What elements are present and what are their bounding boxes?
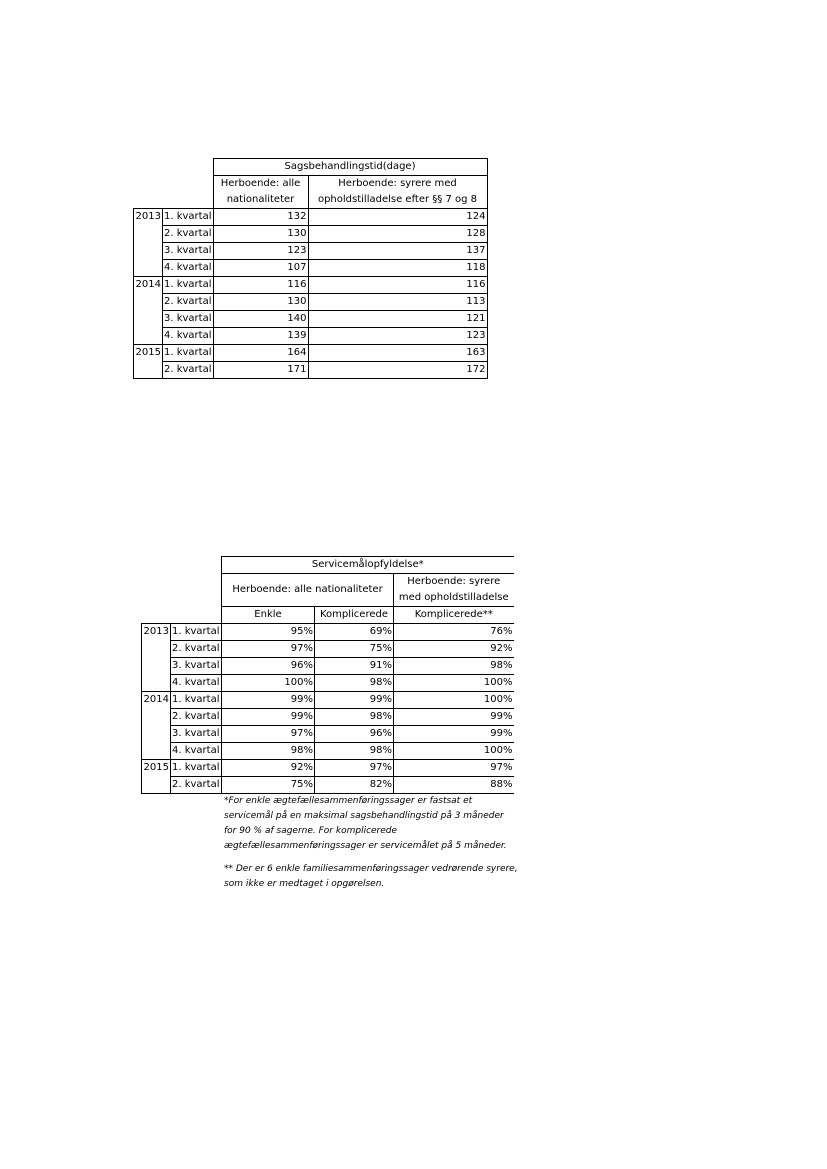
value-cell: 164 <box>213 345 308 362</box>
quarter-cell: 2. kvartal <box>171 777 222 794</box>
quarter-cell: 1. kvartal <box>163 277 214 294</box>
quarter-cell: 2. kvartal <box>163 226 214 243</box>
value-cell: 91% <box>315 658 394 675</box>
value-cell: 92% <box>222 760 315 777</box>
value-cell: 100% <box>222 675 315 692</box>
value-cell: 118 <box>308 260 487 277</box>
quarter-cell: 3. kvartal <box>163 311 214 328</box>
value-cell: 140 <box>213 311 308 328</box>
value-cell: 99% <box>394 709 514 726</box>
value-cell: 116 <box>213 277 308 294</box>
table1-title: Sagsbehandlingstid(dage) <box>213 159 487 176</box>
value-cell: 172 <box>308 362 487 379</box>
year-cell: 2013 <box>142 624 171 692</box>
table1-col2-header-l1: Herboende: syrere med <box>308 176 487 193</box>
value-cell: 75% <box>315 641 394 658</box>
quarter-cell: 1. kvartal <box>171 624 222 641</box>
quarter-cell: 1. kvartal <box>171 692 222 709</box>
table-row <box>142 624 514 641</box>
service-goal-table <box>141 556 514 794</box>
value-cell: 99% <box>222 709 315 726</box>
value-cell: 76% <box>394 624 514 641</box>
value-cell: 139 <box>213 328 308 345</box>
year-cell: 2015 <box>134 345 163 379</box>
value-cell: 92% <box>394 641 514 658</box>
quarter-cell: 3. kvartal <box>163 243 214 260</box>
value-cell: 171 <box>213 362 308 379</box>
value-cell: 75% <box>222 777 315 794</box>
value-cell: 98% <box>315 743 394 760</box>
footnote-1-line: for 90 % af sagerne. For komplicerede <box>224 826 398 836</box>
footnote-1-line: servicemål på en maksimal sagsbehandlingstid på 3 måneder <box>224 811 504 821</box>
value-cell: 97% <box>315 760 394 777</box>
case-processing-time-table <box>133 158 488 379</box>
value-cell: 100% <box>394 743 514 760</box>
table-row <box>142 692 514 709</box>
value-cell: 96% <box>222 658 315 675</box>
value-cell: 97% <box>222 726 315 743</box>
quarter-cell: 3. kvartal <box>171 658 222 675</box>
quarter-cell: 1. kvartal <box>171 760 222 777</box>
table2-title: Servicemålopfyldelse* <box>222 557 514 574</box>
value-cell: 98% <box>394 658 514 675</box>
table1-col1-header-l2: nationaliteter <box>213 192 308 209</box>
table-row <box>134 294 488 311</box>
quarter-cell: 3. kvartal <box>171 726 222 743</box>
quarter-cell: 2. kvartal <box>163 362 214 379</box>
table2-sub-komplicerede: Komplicerede <box>315 607 394 624</box>
value-cell: 100% <box>394 675 514 692</box>
value-cell: 97% <box>394 760 514 777</box>
value-cell: 98% <box>222 743 315 760</box>
footnote-1 <box>224 794 524 854</box>
table-row <box>142 675 514 692</box>
value-cell: 137 <box>308 243 487 260</box>
value-cell: 95% <box>222 624 315 641</box>
footnote-2-line: som ikke er medtaget i opgørelsen. <box>224 879 385 889</box>
quarter-cell: 2. kvartal <box>171 641 222 658</box>
quarter-cell: 4. kvartal <box>171 675 222 692</box>
value-cell: 99% <box>315 692 394 709</box>
value-cell: 99% <box>394 726 514 743</box>
year-cell: 2013 <box>134 209 163 277</box>
year-cell: 2015 <box>142 760 171 794</box>
table-row <box>134 209 488 226</box>
value-cell: 98% <box>315 709 394 726</box>
table-row <box>142 777 514 794</box>
table-row <box>134 277 488 294</box>
table2-sub-enkle: Enkle <box>222 607 315 624</box>
value-cell: 88% <box>394 777 514 794</box>
footnote-2 <box>224 862 524 892</box>
table-row <box>142 726 514 743</box>
table-row <box>134 345 488 362</box>
value-cell: 123 <box>308 328 487 345</box>
quarter-cell: 4. kvartal <box>163 328 214 345</box>
table2-sub-komplicerede2: Komplicerede** <box>394 607 514 624</box>
footnote-1-line: ægtefællesammenføringssager er servicemålet på 5 måneder. <box>224 841 507 851</box>
value-cell: 97% <box>222 641 315 658</box>
quarter-cell: 4. kvartal <box>171 743 222 760</box>
table-row <box>142 658 514 675</box>
footnotes <box>224 794 524 900</box>
table-row <box>134 226 488 243</box>
table1-col1-header-l1: Herboende: alle <box>213 176 308 193</box>
table-row <box>134 243 488 260</box>
value-cell: 123 <box>213 243 308 260</box>
table2-group2-header-l2: med opholdstilladelse <box>398 592 509 603</box>
year-cell: 2014 <box>134 277 163 345</box>
value-cell: 69% <box>315 624 394 641</box>
table2-group1-header: Herboende: alle nationaliteter <box>222 574 394 607</box>
value-cell: 130 <box>213 294 308 311</box>
value-cell: 82% <box>315 777 394 794</box>
value-cell: 124 <box>308 209 487 226</box>
footnote-2-line: ** Der er 6 enkle familiesammenføringssager vedrørende syrere, <box>224 864 518 874</box>
table-row <box>142 760 514 777</box>
value-cell: 163 <box>308 345 487 362</box>
year-cell: 2014 <box>142 692 171 760</box>
value-cell: 96% <box>315 726 394 743</box>
quarter-cell: 1. kvartal <box>163 345 214 362</box>
value-cell: 132 <box>213 209 308 226</box>
value-cell: 98% <box>315 675 394 692</box>
quarter-cell: 2. kvartal <box>171 709 222 726</box>
table-row <box>134 362 488 379</box>
quarter-cell: 2. kvartal <box>163 294 214 311</box>
value-cell: 99% <box>222 692 315 709</box>
table-row <box>142 743 514 760</box>
value-cell: 116 <box>308 277 487 294</box>
quarter-cell: 1. kvartal <box>163 209 214 226</box>
value-cell: 121 <box>308 311 487 328</box>
table1-col2-header-l2: opholdstilladelse efter §§ 7 og 8 <box>308 192 487 209</box>
value-cell: 100% <box>394 692 514 709</box>
quarter-cell: 4. kvartal <box>163 260 214 277</box>
table-row <box>134 328 488 345</box>
table-row <box>134 311 488 328</box>
value-cell: 128 <box>308 226 487 243</box>
value-cell: 113 <box>308 294 487 311</box>
table-row <box>142 641 514 658</box>
table-row <box>142 709 514 726</box>
table-row <box>134 260 488 277</box>
footnote-1-line: *For enkle ægtefællesammenføringssager er fastsat et <box>224 796 473 806</box>
value-cell: 130 <box>213 226 308 243</box>
value-cell: 107 <box>213 260 308 277</box>
table2-group2-header-l1: Herboende: syrere <box>407 576 501 587</box>
